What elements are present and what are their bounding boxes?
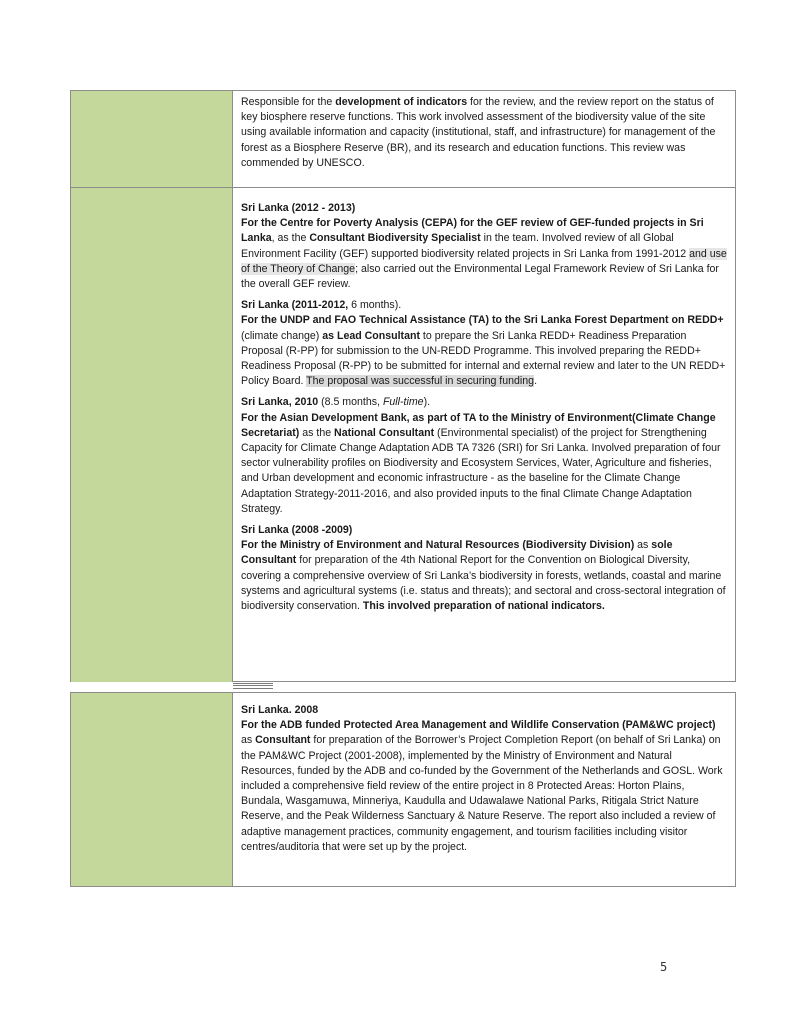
body-text: in the team. Involved review of all Global Environment Facility (GEF) supported biodiversity related projects in Sri Lanka from 1991-2012	[241, 232, 690, 260]
row-content-cell	[241, 95, 727, 171]
entry-paragraph	[241, 703, 727, 855]
bold-text: Consultant	[255, 734, 311, 747]
body-text: (climate change)	[241, 329, 323, 342]
bold-text: For the Asian Development Bank, as part of TA to the Ministry of Environment(Climate Change Secretariat)	[241, 411, 716, 439]
body-text: ).	[423, 396, 431, 409]
bold-text: Sri Lanka (2008 -2009)	[241, 524, 353, 537]
bold-text: as Lead Consultant	[322, 329, 420, 342]
body-text: and use of the Theory of Change	[241, 247, 727, 275]
bold-text: development of indicators	[335, 96, 468, 108]
cv-table-top	[70, 90, 736, 682]
row-label-cell	[71, 693, 233, 886]
bold-text: For the UNDP and FAO Technical Assistance (TA) to the Sri Lanka Forest Department on REDD+	[241, 314, 724, 327]
row-content-cell	[241, 201, 727, 614]
body-text: ; also carried out the Environmental Legal Framework Review of Sri Lanka for the overall GEF review.	[241, 262, 719, 291]
table-row	[71, 693, 735, 886]
body-text: The proposal was successful in securing funding	[306, 375, 535, 388]
table-row	[71, 187, 735, 682]
bold-text: For the ADB funded Protected Area Management and Wildlife Conservation (PAM&WC project)	[241, 719, 716, 732]
body-text: for the review, and the review report on the status of key biosphere reserve functions. This work involved assessment of the biodiversity value of the site using available information and capacity (institutional, staff, and infrastructure) for management of the forest as a Biosphere Reserve (BR), and its research and education functions. This review was commended by UNESCO.	[241, 96, 716, 169]
row-label-cell	[71, 188, 233, 682]
bold-text: This involved preparation of national indicators.	[362, 600, 605, 613]
bold-text: Sri Lanka (2011-2012,	[241, 299, 349, 312]
page-number: 5	[660, 960, 668, 974]
table-split-marker	[233, 683, 273, 689]
cv-table-bottom	[70, 692, 736, 887]
entry-paragraph	[241, 298, 727, 389]
body-text: (Environmental specialist) of the project for Strengthening Capacity for Climate Change Adaptation ADB TA 7326 (SRI) for Sri Lanka. Involved preparation of four sector vulnerability profiles on Biodiversity and Ecosystem Services, Water, Agriculture and fisheries, and Urban development and economic infrastructure - as the baseline for the Climate Change Adaptation Strategy-2011-2016, and also provided inputs to the final Climate Change Adaptation Strategy.	[241, 426, 721, 515]
body-text: as	[634, 539, 652, 552]
body-text: .	[534, 375, 538, 388]
entry-paragraph	[241, 95, 727, 171]
table-row	[71, 91, 735, 187]
entry-paragraph	[241, 523, 727, 614]
body-text: for preparation of the 4th National Report for the Convention on Biological Diversity, covering a comprehensive overview of Sri Lanka’s biodiversity in forests, wetlands, coastal and marine systems and agricultural systems (i.e. status and threats); and sectoral and cross-sectoral integration of biodiversity conservation.	[241, 554, 726, 613]
bold-text: sole Consultant	[241, 539, 673, 567]
body-text: Responsible for the	[241, 96, 336, 108]
entry-paragraph	[241, 201, 727, 292]
body-text: for preparation of the Borrower’s Project Completion Report (on behalf of Sri Lanka) on the PAM&WC Project (2001-2008), implemented by the Ministry of Environment and Natural Resources, funded by the ADB and co-funded by the Government of the Netherlands and GOSL. Work included a comprehensive field review of the entire project in 8 Protected Areas: Horton Plains, Bundala, Wasgamuwa, Minneriya, Kaudulla and Udawalawe National Parks, Ritigala Strict Nature Reserve, and the Peak Wilderness Sanctuary & Nature Reserve. The report also included a review of adaptive management practices, community engagement, and tourism facilities including visitor centres/auditoria that were set up by the project.	[241, 734, 723, 853]
body-text: to prepare the Sri Lanka REDD+ Readiness Preparation Proposal (R-PP) for submission to the UN-REDD Programme. This involved preparing the REDD+ Readiness Proposal (R-PP) to be submitted for internal and external review and later to the UN REDD+ Policy Board.	[241, 329, 726, 388]
bold-text: Consultant Biodiversity Specialist	[309, 232, 481, 245]
bold-text: Sri Lanka (2012 - 2013)	[241, 202, 356, 214]
bold-text: National Consultant	[334, 426, 435, 439]
body-text: Full-time	[382, 396, 424, 409]
row-label-cell	[71, 91, 233, 187]
bold-text: Sri Lanka, 2010	[241, 396, 319, 409]
body-text: , as the	[271, 232, 310, 245]
bold-text: Sri Lanka. 2008	[241, 704, 319, 716]
body-text: as	[241, 734, 256, 747]
bold-text: For the Centre for Poverty Analysis (CEPA) for the GEF review of GEF-funded projects in Sri Lanka	[241, 217, 704, 245]
body-text: as the	[299, 426, 335, 439]
row-content-cell	[241, 703, 727, 855]
entry-paragraph	[241, 395, 727, 517]
bold-text: For the Ministry of Environment and Natural Resources (Biodiversity Division)	[241, 539, 635, 552]
body-text: 6 months).	[348, 299, 402, 312]
body-text: (8.5 months,	[318, 396, 383, 409]
